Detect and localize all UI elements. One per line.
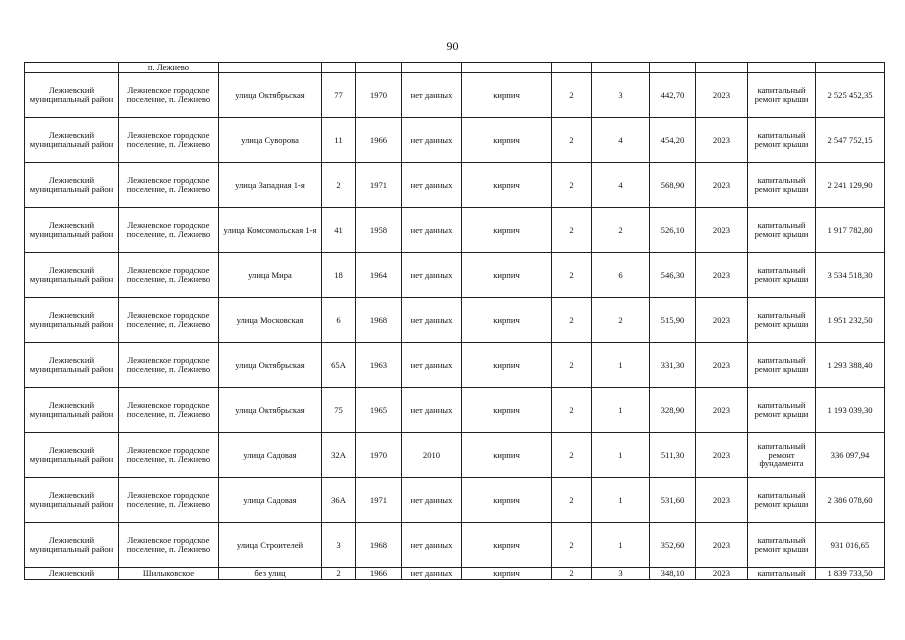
cell-year-built: 1970 (356, 73, 402, 118)
cell-district (25, 63, 119, 73)
cell-district: Лежневский муниципальный район (25, 523, 119, 568)
cell-floors: 2 (552, 478, 592, 523)
table-row (25, 568, 885, 580)
cell-floors: 2 (552, 568, 592, 580)
cell-repair-year: 2023 (696, 118, 748, 163)
cell-settlement: Лежневское городское поселение, п. Лежнево (119, 343, 219, 388)
cell-cost: 1 917 782,80 (816, 208, 885, 253)
cell-street: улица Октябрьская (219, 73, 322, 118)
cell-year-overhaul: 2010 (402, 433, 462, 478)
cell-area: 531,60 (650, 478, 696, 523)
cell-floors (552, 63, 592, 73)
cell-work-type: капитальный ремонт крыши (748, 208, 816, 253)
cell-wall-material: кирпич (462, 118, 552, 163)
cell-cost: 931 016,65 (816, 523, 885, 568)
cell-district: Лежневский муниципальный район (25, 433, 119, 478)
cell-house-number: 3 (322, 523, 356, 568)
cell-floors: 2 (552, 298, 592, 343)
cell-house-number: 32А (322, 433, 356, 478)
cell-house-number: 75 (322, 388, 356, 433)
cell-house-number: 11 (322, 118, 356, 163)
cell-district: Лежневский муниципальный район (25, 478, 119, 523)
cell-year-overhaul: нет данных (402, 73, 462, 118)
cell-repair-year: 2023 (696, 343, 748, 388)
cell-repair-year: 2023 (696, 388, 748, 433)
table-row (25, 253, 885, 298)
cell-settlement: Шилыковское (119, 568, 219, 580)
cell-wall-material: кирпич (462, 478, 552, 523)
cell-district: Лежневский муниципальный район (25, 208, 119, 253)
cell-district: Лежневский муниципальный район (25, 118, 119, 163)
cell-settlement: п. Лежнево (119, 63, 219, 73)
cell-year-built: 1971 (356, 163, 402, 208)
cell-year-built: 1971 (356, 478, 402, 523)
cell-area: 331,30 (650, 343, 696, 388)
cell-work-type: капитальный ремонт крыши (748, 343, 816, 388)
cell-year-built: 1963 (356, 343, 402, 388)
cell-house-number: 2 (322, 568, 356, 580)
cell-year-built: 1958 (356, 208, 402, 253)
cell-floors: 2 (552, 343, 592, 388)
cell-wall-material (462, 63, 552, 73)
cell-cost (816, 63, 885, 73)
cell-wall-material: кирпич (462, 523, 552, 568)
table-row (25, 388, 885, 433)
cell-year-overhaul: нет данных (402, 343, 462, 388)
cell-floors: 2 (552, 523, 592, 568)
table-row (25, 118, 885, 163)
cell-cost: 2 386 078,60 (816, 478, 885, 523)
cell-settlement: Лежневское городское поселение, п. Лежнево (119, 73, 219, 118)
cell-entrances: 3 (592, 568, 650, 580)
cell-cost: 336 097,94 (816, 433, 885, 478)
cell-street: улица Октябрьская (219, 343, 322, 388)
table-row (25, 433, 885, 478)
cell-street: улица Западная 1-я (219, 163, 322, 208)
cell-settlement: Лежневское городское поселение, п. Лежнево (119, 523, 219, 568)
cell-wall-material: кирпич (462, 298, 552, 343)
cell-entrances: 1 (592, 478, 650, 523)
cell-repair-year: 2023 (696, 433, 748, 478)
cell-street: улица Мира (219, 253, 322, 298)
cell-repair-year (696, 63, 748, 73)
cell-wall-material: кирпич (462, 343, 552, 388)
cell-area: 328,90 (650, 388, 696, 433)
cell-entrances: 1 (592, 433, 650, 478)
cell-repair-year: 2023 (696, 253, 748, 298)
cell-floors: 2 (552, 208, 592, 253)
cell-house-number: 18 (322, 253, 356, 298)
cell-cost: 1 951 232,50 (816, 298, 885, 343)
cell-entrances: 4 (592, 118, 650, 163)
cell-street: улица Московская (219, 298, 322, 343)
cell-work-type: капитальный ремонт крыши (748, 163, 816, 208)
cell-street: улица Строителей (219, 523, 322, 568)
cell-street: улица Комсомольская 1-я (219, 208, 322, 253)
cell-street (219, 63, 322, 73)
cell-area: 526,10 (650, 208, 696, 253)
cell-work-type: капитальный ремонт крыши (748, 388, 816, 433)
cell-year-built: 1966 (356, 568, 402, 580)
cell-floors: 2 (552, 433, 592, 478)
cell-repair-year: 2023 (696, 208, 748, 253)
cell-street: без улиц (219, 568, 322, 580)
cell-area: 454,20 (650, 118, 696, 163)
cell-floors: 2 (552, 73, 592, 118)
cell-entrances (592, 63, 650, 73)
cell-area: 515,90 (650, 298, 696, 343)
cell-entrances: 1 (592, 523, 650, 568)
cell-area (650, 63, 696, 73)
cell-area: 352,60 (650, 523, 696, 568)
cell-work-type: капитальный ремонт крыши (748, 253, 816, 298)
cell-house-number: 2 (322, 163, 356, 208)
cell-settlement: Лежневское городское поселение, п. Лежнево (119, 298, 219, 343)
cell-wall-material: кирпич (462, 208, 552, 253)
table-row (25, 478, 885, 523)
cell-settlement: Лежневское городское поселение, п. Лежнево (119, 253, 219, 298)
cell-cost: 1 293 388,40 (816, 343, 885, 388)
cell-year-overhaul: нет данных (402, 523, 462, 568)
cell-entrances: 1 (592, 388, 650, 433)
cell-area: 546,30 (650, 253, 696, 298)
cell-settlement: Лежневское городское поселение, п. Лежнево (119, 208, 219, 253)
cell-wall-material: кирпич (462, 253, 552, 298)
cell-street: улица Садовая (219, 433, 322, 478)
cell-settlement: Лежневское городское поселение, п. Лежнево (119, 118, 219, 163)
cell-cost: 1 193 039,30 (816, 388, 885, 433)
cell-entrances: 2 (592, 298, 650, 343)
cell-house-number: 41 (322, 208, 356, 253)
cell-district: Лежневский (25, 568, 119, 580)
cell-year-built: 1966 (356, 118, 402, 163)
cell-repair-year: 2023 (696, 568, 748, 580)
cell-district: Лежневский муниципальный район (25, 388, 119, 433)
cell-entrances: 3 (592, 73, 650, 118)
cell-year-overhaul: нет данных (402, 253, 462, 298)
cell-cost: 2 241 129,90 (816, 163, 885, 208)
cell-settlement: Лежневское городское поселение, п. Лежнево (119, 478, 219, 523)
cell-floors: 2 (552, 388, 592, 433)
cell-cost: 3 534 518,30 (816, 253, 885, 298)
cell-year-overhaul: нет данных (402, 118, 462, 163)
cell-repair-year: 2023 (696, 523, 748, 568)
cell-house-number: 6 (322, 298, 356, 343)
cell-street: улица Октябрьская (219, 388, 322, 433)
cell-year-built (356, 63, 402, 73)
cell-year-overhaul: нет данных (402, 478, 462, 523)
cell-repair-year: 2023 (696, 478, 748, 523)
cell-work-type: капитальный ремонт крыши (748, 298, 816, 343)
cell-floors: 2 (552, 118, 592, 163)
cell-house-number: 36А (322, 478, 356, 523)
table-row (25, 63, 885, 73)
cell-work-type: капитальный ремонт фундамента (748, 433, 816, 478)
cell-year-built: 1968 (356, 298, 402, 343)
cell-year-built: 1970 (356, 433, 402, 478)
cell-area: 348,10 (650, 568, 696, 580)
cell-settlement: Лежневское городское поселение, п. Лежнево (119, 433, 219, 478)
cell-work-type: капитальный ремонт крыши (748, 118, 816, 163)
cell-repair-year: 2023 (696, 298, 748, 343)
table-row (25, 163, 885, 208)
cell-district: Лежневский муниципальный район (25, 163, 119, 208)
table-row (25, 298, 885, 343)
cell-floors: 2 (552, 253, 592, 298)
cell-work-type: капитальный (748, 568, 816, 580)
cell-cost: 2 525 452,35 (816, 73, 885, 118)
cell-street: улица Суворова (219, 118, 322, 163)
cell-district: Лежневский муниципальный район (25, 298, 119, 343)
cell-year-built: 1965 (356, 388, 402, 433)
cell-year-built: 1968 (356, 523, 402, 568)
cell-street: улица Садовая (219, 478, 322, 523)
cell-settlement: Лежневское городское поселение, п. Лежнево (119, 388, 219, 433)
cell-repair-year: 2023 (696, 163, 748, 208)
table-row (25, 208, 885, 253)
cell-year-overhaul: нет данных (402, 568, 462, 580)
cell-wall-material: кирпич (462, 73, 552, 118)
cell-year-overhaul: нет данных (402, 208, 462, 253)
cell-year-overhaul (402, 63, 462, 73)
cell-work-type: капитальный ремонт крыши (748, 523, 816, 568)
cell-house-number: 65А (322, 343, 356, 388)
cell-district: Лежневский муниципальный район (25, 253, 119, 298)
cell-cost: 2 547 752,15 (816, 118, 885, 163)
capital-repair-table (24, 62, 885, 580)
cell-area: 511,30 (650, 433, 696, 478)
cell-floors: 2 (552, 163, 592, 208)
cell-entrances: 6 (592, 253, 650, 298)
cell-entrances: 1 (592, 343, 650, 388)
cell-wall-material: кирпич (462, 433, 552, 478)
table-row (25, 523, 885, 568)
cell-area: 568,90 (650, 163, 696, 208)
cell-settlement: Лежневское городское поселение, п. Лежнево (119, 163, 219, 208)
cell-work-type (748, 63, 816, 73)
cell-area: 442,70 (650, 73, 696, 118)
cell-wall-material: кирпич (462, 163, 552, 208)
cell-year-overhaul: нет данных (402, 388, 462, 433)
table-row (25, 73, 885, 118)
cell-house-number: 77 (322, 73, 356, 118)
cell-district: Лежневский муниципальный район (25, 73, 119, 118)
cell-wall-material: кирпич (462, 568, 552, 580)
cell-repair-year: 2023 (696, 73, 748, 118)
cell-district: Лежневский муниципальный район (25, 343, 119, 388)
cell-work-type: капитальный ремонт крыши (748, 478, 816, 523)
cell-wall-material: кирпич (462, 388, 552, 433)
cell-year-built: 1964 (356, 253, 402, 298)
cell-house-number (322, 63, 356, 73)
cell-work-type: капитальный ремонт крыши (748, 73, 816, 118)
cell-year-overhaul: нет данных (402, 298, 462, 343)
cell-year-overhaul: нет данных (402, 163, 462, 208)
cell-cost: 1 839 733,50 (816, 568, 885, 580)
cell-entrances: 2 (592, 208, 650, 253)
table-row (25, 343, 885, 388)
cell-entrances: 4 (592, 163, 650, 208)
page-number: 90 (446, 39, 459, 53)
